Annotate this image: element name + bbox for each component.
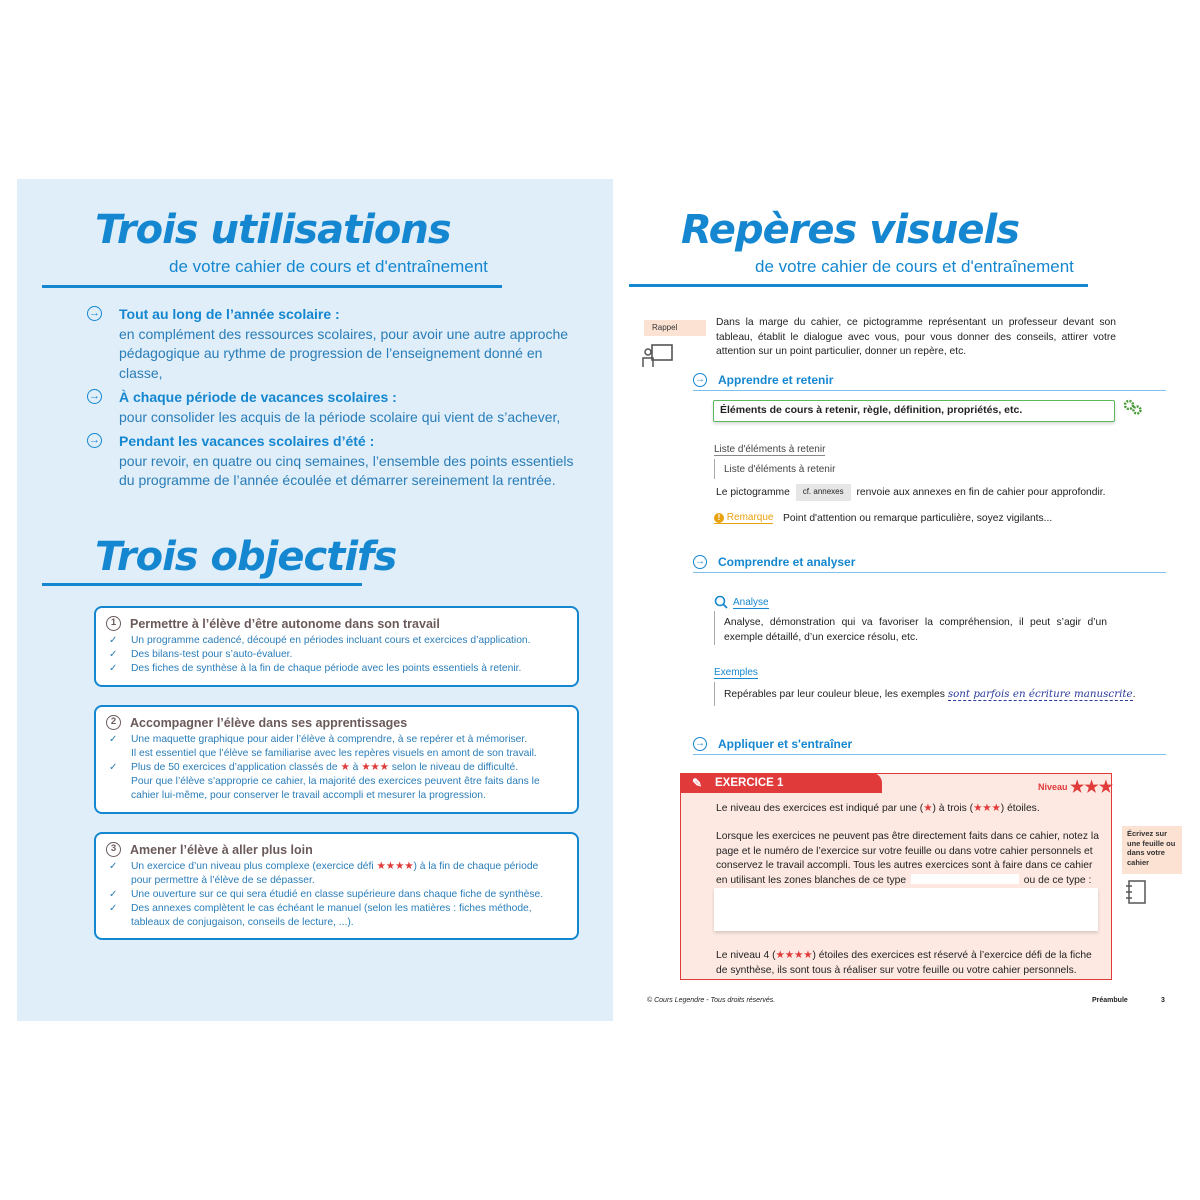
objective-line-text: Une ouverture sur ce qui sera étudié en classe supérieure dans chaque fiche de synthèse. bbox=[131, 889, 544, 900]
usage-body: pour revoir, en quatre ou cinq semaines, l’ensemble des points essentiels du programme de l’année écoulée et démarrer sereinement la rentrée. bbox=[119, 452, 574, 488]
subtitle-utilisations: de votre cahier de cours et d'entraînement bbox=[169, 257, 488, 276]
objective-line bbox=[106, 775, 567, 789]
title-rule bbox=[42, 583, 362, 586]
picto-text: Le pictogramme bbox=[716, 487, 790, 498]
notebook-icon bbox=[1124, 879, 1148, 905]
objective-line bbox=[106, 761, 567, 775]
exemples-label: Exemples bbox=[714, 667, 758, 678]
check-icon: ✓ bbox=[109, 635, 118, 646]
objective-number: 2 bbox=[106, 715, 121, 730]
remarque-label: Remarque bbox=[726, 512, 774, 523]
section-comprendre bbox=[693, 555, 1166, 573]
section-title: Comprendre et analyser bbox=[718, 555, 856, 569]
objective-line bbox=[106, 634, 567, 648]
title-trois-utilisations: Trois utilisations bbox=[95, 207, 451, 253]
exercise-p3: Le niveau 4 (★★★★) étoiles des exercices est réservé à l’exercice défi de la fiche de synthèse, ils sont tous à réaliser sur votre feuille ou votre cahier personnels. bbox=[716, 950, 1092, 976]
objective-line-text: Des fiches de synthèse à la fin de chaque période avec les points essentiels à retenir. bbox=[131, 663, 522, 674]
handwriting-example: sont parfois en écriture manuscrite bbox=[947, 688, 1133, 700]
objective-head bbox=[106, 842, 567, 857]
objective-line-text: Un programme cadencé, découpé en périodes incluant cours et exercices d’application. bbox=[131, 635, 531, 646]
liste-item: Liste d'éléments à retenir bbox=[714, 459, 835, 479]
objective-title: Amener l’élève à aller plus loin bbox=[130, 842, 313, 857]
objective-line-text: Il est essentiel que l’élève se familiarise avec les repères visuels en amont de son travail. bbox=[131, 748, 537, 759]
objective-number: 1 bbox=[106, 616, 121, 631]
usage-item bbox=[87, 305, 587, 383]
exercise-p2 bbox=[716, 830, 1101, 888]
white-zone-inline bbox=[911, 874, 1019, 884]
niveau-stars: ★★★ bbox=[1070, 779, 1114, 796]
objective-line-text: Pour que l’élève s’approprie ce cahier, la majorité des exercices peuvent être faits dans le bbox=[131, 776, 540, 787]
objective-line bbox=[106, 662, 567, 676]
objective-line bbox=[106, 874, 567, 888]
exercise-tab bbox=[680, 773, 882, 793]
objective-line bbox=[106, 648, 567, 662]
exercise-title: EXERCICE 1 bbox=[715, 777, 784, 789]
teacher-board-icon bbox=[642, 342, 674, 368]
arrow-right-icon: → bbox=[695, 738, 705, 749]
niveau-label: Niveau bbox=[1038, 782, 1068, 792]
picto-text: renvoie aux annexes en fin de cahier pour approfondir. bbox=[856, 487, 1106, 498]
objective-box-2 bbox=[94, 705, 579, 814]
right-page bbox=[613, 179, 1183, 1021]
objective-head bbox=[106, 616, 567, 631]
check-icon: ✓ bbox=[109, 734, 118, 745]
usage-item bbox=[87, 432, 587, 491]
objective-line bbox=[106, 747, 567, 761]
title-reperes-visuels: Repères visuels bbox=[681, 207, 1020, 253]
exercise-p1: Le niveau des exercices est indiqué par une (★) à trois (★★★) étoiles. bbox=[716, 803, 1040, 814]
footer-copyright: © Cours Legendre - Tous droits réservés. bbox=[647, 997, 776, 1004]
rappel-text: Dans la marge du cahier, ce pictogramme représentant un professeur devant son tableau, établit le dialogue avec vous, pour vous donner des conseils, attirer votre attention sur un point particulier, donner un repère, etc. bbox=[716, 317, 1116, 357]
objective-line bbox=[106, 916, 567, 930]
objective-box-3 bbox=[94, 832, 579, 940]
check-icon: ✓ bbox=[109, 889, 118, 900]
objective-head bbox=[106, 715, 567, 730]
usage-body: pour consolider les acquis de la période scolaire qui vient de s’achever, bbox=[119, 408, 561, 425]
usage-head: Tout au long de l’année scolaire : bbox=[119, 306, 340, 322]
footer-page-number: 3 bbox=[1161, 997, 1165, 1004]
analyse-label: Analyse bbox=[733, 597, 769, 608]
check-icon: ✓ bbox=[109, 762, 118, 773]
objective-line-text: Une maquette graphique pour aider l’élève à comprendre, à se repérer et à mémoriser. bbox=[131, 734, 528, 745]
niveau-indicator bbox=[1038, 777, 1113, 797]
rappel-tag: Rappel bbox=[644, 320, 706, 336]
remarque-tag bbox=[714, 512, 773, 524]
objective-line bbox=[106, 733, 567, 747]
objective-line-text: cahier lui-même, pour conserver le travail accompli et mesurer la progression. bbox=[131, 790, 486, 801]
objective-title: Accompagner l’élève dans ses apprentissages bbox=[130, 715, 408, 730]
arrow-right-icon: → bbox=[89, 307, 100, 319]
warning-icon: ! bbox=[714, 513, 724, 523]
title-rule bbox=[629, 284, 1088, 287]
left-page bbox=[17, 179, 613, 1021]
gears-icon bbox=[1122, 398, 1144, 416]
objective-line-text: Des bilans-test pour s’auto-évaluer. bbox=[131, 649, 293, 660]
exercise-p2-text: Lorsque les exercices ne peuvent pas être directement faits dans ce cahier, notez la page et le numéro de l’exercice sur votre feuille ou dans votre cahier personnels et conservez le travail accompli. Tous les autres exercices sont à faire dans ce cahier en utilisant les zones blanches de ce type bbox=[716, 831, 1099, 886]
section-apprendre bbox=[693, 373, 1166, 391]
arrow-right-icon: → bbox=[695, 374, 705, 385]
objective-line-text: Un exercice d’un niveau plus complexe (exercice défi ★★★★) à la fin de chaque période bbox=[131, 861, 539, 872]
title-rule bbox=[42, 285, 502, 288]
usage-head: Pendant les vacances scolaires d’été : bbox=[119, 433, 375, 449]
objective-title: Permettre à l’élève d’être autonome dans son travail bbox=[130, 616, 440, 631]
check-icon: ✓ bbox=[109, 663, 118, 674]
usage-list bbox=[87, 305, 587, 491]
exemples-text: Repérables par leur couleur bleue, les exemples bbox=[724, 689, 945, 700]
remarque-text: Point d'attention ou remarque particulière, soyez vigilants... bbox=[783, 513, 1053, 524]
arrow-right-icon: → bbox=[89, 390, 100, 402]
arrow-right-icon: → bbox=[695, 556, 705, 567]
usage-body: en complément des ressources scolaires, pour avoir une autre approche pédagogique au rythme de progression de l’enseignement donné en classe, bbox=[119, 325, 569, 381]
annexes-tag: cf. annexes bbox=[796, 484, 851, 501]
side-note: Écrivez sur une feuille ou dans votre cahier bbox=[1122, 826, 1182, 874]
objective-line-text: Plus de 50 exercices d’application classés de ★ à ★★★ selon le niveau de difficulté. bbox=[131, 762, 519, 773]
arrow-right-icon: → bbox=[89, 434, 100, 446]
section-title: Appliquer et s'entraîner bbox=[718, 737, 853, 751]
title-trois-objectifs: Trois objectifs bbox=[95, 534, 397, 580]
check-icon: ✓ bbox=[109, 903, 118, 914]
usage-head: À chaque période de vacances scolaires : bbox=[119, 389, 397, 405]
objective-box-1 bbox=[94, 606, 579, 687]
objective-line-text: pour permettre à l’élève de se dépasser. bbox=[131, 875, 315, 886]
footer-section: Préambule bbox=[1092, 997, 1128, 1004]
objective-line-text: Des annexes complètent le cas échéant le manuel (selon les matières : fiches méthode, bbox=[131, 903, 532, 914]
analyse-text: Analyse, démonstration qui va favoriser la compréhension, il peut s’agir d’un exemple détaillé, d’un exercice résolu, etc. bbox=[714, 611, 1107, 645]
green-rule-box: Éléments de cours à retenir, règle, définition, propriétés, etc. bbox=[713, 400, 1115, 422]
usage-item bbox=[87, 388, 587, 427]
liste-label: Liste d'éléments à retenir bbox=[714, 444, 826, 455]
section-title: Apprendre et retenir bbox=[718, 373, 834, 387]
magnifier-icon bbox=[714, 595, 728, 609]
white-zone-block[interactable] bbox=[714, 888, 1098, 931]
objective-line bbox=[106, 789, 567, 803]
exemples-block: Repérables par leur couleur bleue, les exemples sont parfois en écriture manuscrite. bbox=[714, 682, 1144, 706]
check-icon: ✓ bbox=[109, 861, 118, 872]
subtitle-reperes: de votre cahier de cours et d'entraînement bbox=[755, 257, 1074, 276]
objective-line bbox=[106, 888, 567, 902]
objective-number: 3 bbox=[106, 842, 121, 857]
objective-line bbox=[106, 902, 567, 916]
objective-line-text: tableaux de conjugaison, conseils de lecture, ...). bbox=[131, 917, 354, 928]
check-icon: ✓ bbox=[109, 649, 118, 660]
section-appliquer bbox=[693, 737, 1166, 755]
objective-line bbox=[106, 860, 567, 874]
exercise-p2-end: ou de ce type : bbox=[1023, 874, 1092, 886]
pencil-icon: ✎ bbox=[692, 776, 703, 790]
picto-line bbox=[716, 484, 1136, 501]
